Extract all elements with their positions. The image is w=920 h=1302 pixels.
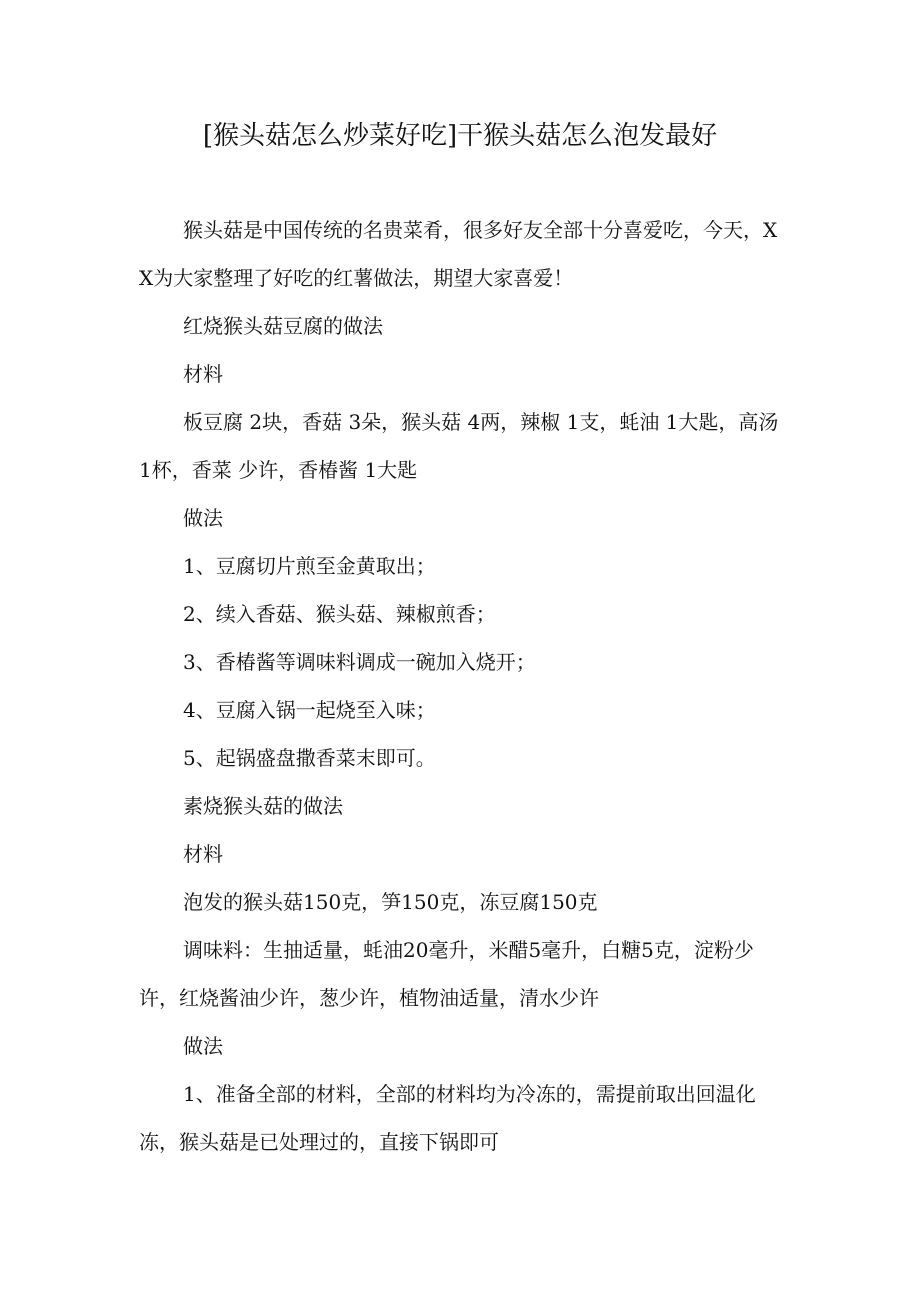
document-title: [猴头菇怎么炒菜好吃]干猴头菇怎么泡发最好 (202, 121, 718, 151)
method-heading: 做法 (183, 1034, 223, 1058)
intro-paragraph: 猴头菇是中国传统的名贵菜肴，很多好友全部十分喜爱吃，今天，XX为大家整理了好吃的红薯做法，期望大家喜爱！ (139, 218, 778, 290)
step-item: 5、起锅盛盘撒香菜末即可。 (183, 746, 436, 770)
method-heading: 做法 (183, 506, 223, 530)
ingredients-list: 板豆腐 2块，香菇 3朵，猴头菇 4两，辣椒 1支，蚝油 1大匙，高汤 1杯，香菜 少许，香椿酱 1大匙 (139, 410, 779, 482)
recipe-heading-vegetarian: 素烧猴头菇的做法 (183, 794, 343, 818)
step-item: 3、香椿酱等调味料调成一碗加入烧开； (183, 650, 536, 674)
step-item: 4、豆腐入锅一起烧至入味； (183, 698, 436, 722)
seasoning-list: 调味料：生抽适量，蚝油20毫升，米醋5毫升，白糖5克，淀粉少许，红烧酱油少许，葱少许，植物油适量，清水少许 (139, 938, 754, 1010)
ingredients-heading: 材料 (183, 842, 223, 866)
document-body (139, 206, 783, 1166)
step-item: 1、准备全部的材料，全部的材料均为冷冻的，需提前取出回温化冻，猴头菇是已处理过的，直接下锅即可 (139, 1082, 756, 1154)
ingredients-list: 泡发的猴头菇150克，笋150克，冻豆腐150克 (183, 890, 598, 914)
recipe-heading-braised-tofu: 红烧猴头菇豆腐的做法 (183, 314, 383, 338)
step-item: 2、续入香菇、猴头菇、辣椒煎香； (183, 602, 496, 626)
step-item: 1、豆腐切片煎至金黄取出； (183, 554, 436, 578)
ingredients-heading: 材料 (183, 362, 223, 386)
